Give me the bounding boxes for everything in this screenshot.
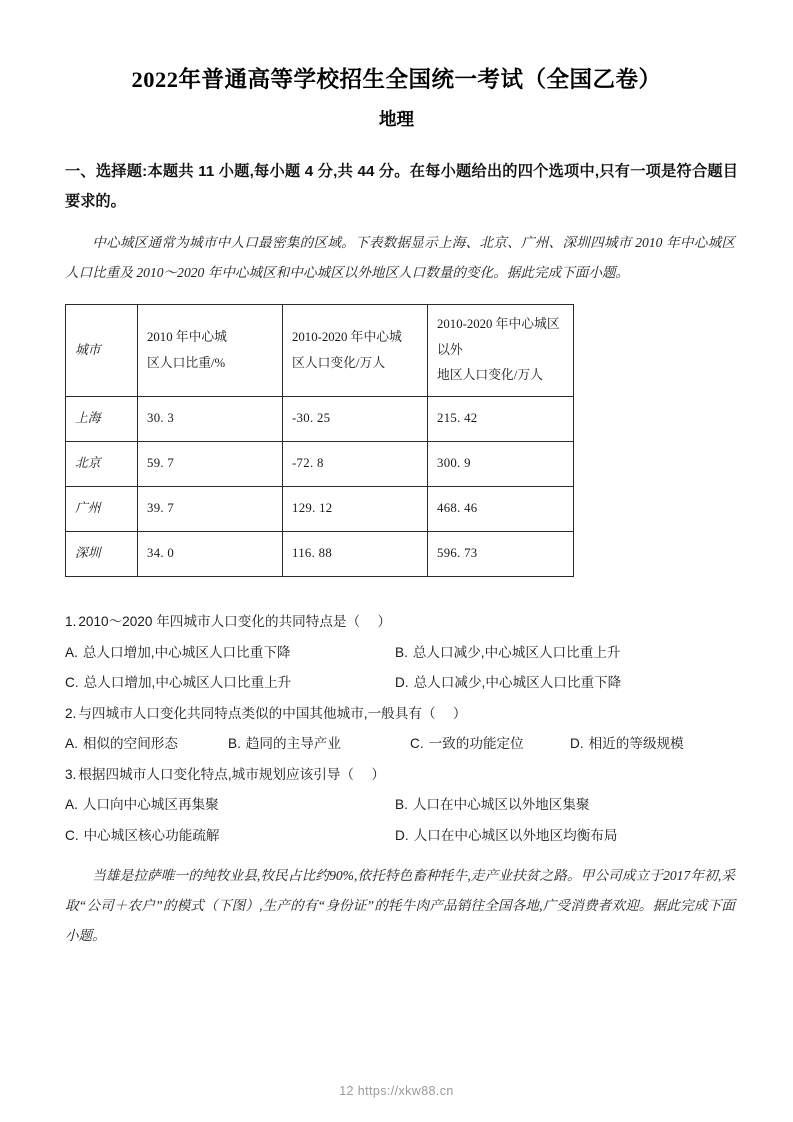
question-3-option-b[interactable]: B. 人口在中心城区以外地区集聚: [395, 797, 590, 813]
cell-share-2010: 34. 0: [138, 531, 283, 576]
cell-share-2010: 39. 7: [138, 486, 283, 531]
question-1-options-row-1: [65, 638, 738, 669]
cell-core-change: 116. 88: [283, 531, 428, 576]
question-3-text: 根据四城市人口变化特点,城市规划应该引导（: [78, 766, 354, 782]
table-row: [66, 396, 574, 441]
passage-intro: 中心城区通常为城市中人口最密集的区域。下表数据显示上海、北京、广州、深圳四城市 2010 年中心城区人口比重及 2010～2020 年中心城区和中心城区以外地区人口数量的变化。据此完成下面小题。: [65, 234, 735, 280]
question-3-option-a[interactable]: A. 人口向中心城区再集聚: [65, 797, 219, 813]
table-row: [66, 441, 574, 486]
question-3-option-c[interactable]: C. 中心城区核心功能疏解: [65, 827, 220, 843]
page-subtitle: 地理: [379, 108, 414, 129]
cell-share-2010: 30. 3: [138, 396, 283, 441]
table-header-outer-change: 2010-2020 年中心城区以外 地区人口变化/万人: [428, 305, 574, 397]
cell-city: 广州: [66, 486, 138, 531]
cell-core-change: 129. 12: [283, 486, 428, 531]
population-table: [65, 304, 574, 577]
cell-city: 北京: [66, 441, 138, 486]
table-body: [66, 396, 574, 576]
section-heading: 一、选择题:本题共 11 小题,每小题 4 分,共 44 分。在每小题给出的四个选项中,只有一项是符合题目要求的。: [65, 163, 738, 211]
cell-core-change: -72. 8: [283, 441, 428, 486]
question-3-paren-close: ）: [371, 766, 385, 782]
question-3-number: 3.: [65, 766, 77, 782]
question-3-options-row-2: [65, 821, 738, 852]
table-header-row: [66, 305, 574, 397]
question-2-option-c[interactable]: C. 一致的功能定位: [410, 736, 524, 752]
question-3-blank[interactable]: [354, 767, 371, 782]
passage-second: 当雄是拉萨唯一的纯牧业县,牧民占比约90%,依托特色畜种牦牛,走产业扶贫之路。甲公司成立于2017年初,采取“公司＋农户”的模式（下图）,生产的有“身份证”的牦牛肉产品销往全国各地,广受消费者欢迎。据此完成下面小题。: [65, 867, 735, 943]
question-2-paren-close: ）: [452, 705, 467, 721]
question-3: [65, 760, 738, 852]
question-3-options-row-1: [65, 790, 738, 821]
question-1-blank[interactable]: [360, 614, 377, 629]
question-3-option-d[interactable]: D. 人口在中心城区以外地区均衡布局: [395, 827, 618, 843]
cell-outer-change: 468. 46: [428, 486, 574, 531]
question-3-stem: [65, 760, 738, 791]
question-1-options-row-2: [65, 668, 738, 699]
question-1-stem: [65, 607, 738, 638]
question-1-text: 2010～2020 年四城市人口变化的共同特点是（: [78, 613, 361, 629]
population-table-wrapper: [0, 288, 793, 577]
cell-core-change: -30. 25: [283, 396, 428, 441]
table-header-core-change: 2010-2020 年中心城 区人口变化/万人: [283, 305, 428, 397]
question-1-option-b[interactable]: B. 总人口减少,中心城区人口比重上升: [395, 644, 621, 660]
page-footer: 12 https://xkw88.cn: [339, 1084, 454, 1098]
question-2-text: 与四城市人口变化共同特点类似的中国其他城市,一般具有（: [78, 705, 436, 721]
table-header-city: 城市: [66, 305, 138, 397]
table-header-share-2010: 2010 年中心城 区人口比重/%: [138, 305, 283, 397]
question-1-option-d[interactable]: D. 总人口减少,中心城区人口比重下降: [395, 675, 622, 691]
question-2-blank[interactable]: [436, 706, 453, 721]
cell-outer-change: 215. 42: [428, 396, 574, 441]
question-1: [65, 607, 738, 699]
question-1-option-c[interactable]: C. 总人口增加,中心城区人口比重上升: [65, 675, 292, 691]
question-2-number: 2.: [65, 705, 77, 721]
question-1-paren-close: ）: [377, 613, 392, 629]
cell-city: 深圳: [66, 531, 138, 576]
question-2-option-d[interactable]: D. 相近的等级规模: [570, 736, 684, 752]
cell-outer-change: 596. 73: [428, 531, 574, 576]
cell-share-2010: 59. 7: [138, 441, 283, 486]
table-row: [66, 486, 574, 531]
cell-outer-change: 300. 9: [428, 441, 574, 486]
question-1-number: 1.: [65, 613, 77, 629]
question-2-stem: [65, 699, 738, 730]
table-row: [66, 531, 574, 576]
question-1-option-a[interactable]: A. 总人口增加,中心城区人口比重下降: [65, 644, 291, 660]
table-head: [66, 305, 574, 397]
questions-list: [0, 577, 793, 852]
question-2-options-row: [65, 729, 738, 760]
question-2: [65, 699, 738, 760]
page-title: 2022年普通高等学校招生全国统一考试（全国乙卷）: [131, 67, 662, 92]
cell-city: 上海: [66, 396, 138, 441]
question-2-option-a[interactable]: A. 相似的空间形态: [65, 736, 178, 752]
question-2-option-b[interactable]: B. 趋同的主导产业: [228, 736, 341, 752]
